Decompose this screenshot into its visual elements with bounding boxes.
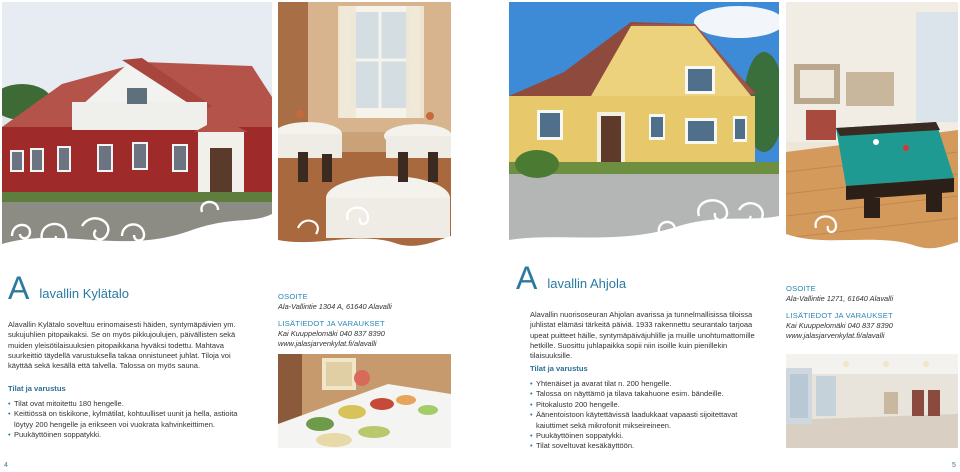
decorative-swirl-right: [509, 186, 779, 256]
list-item: • Puukäyttöinen soppatykki.: [8, 430, 252, 440]
website-link[interactable]: www.jalasjarvenkylat.fi/alavalli: [786, 331, 885, 340]
left-features-heading: Tilat ja varustus: [8, 384, 66, 393]
address-label: OSOITE: [786, 284, 816, 293]
website-link[interactable]: www.jalasjarvenkylat.fi/alavalli: [278, 339, 377, 348]
list-item: • Yhtenäiset ja avarat tilat n. 200 hengelle.: [530, 379, 760, 389]
left-info-block: [278, 292, 448, 349]
list-item: • Tilat soveltuvat kesäkäyttöön.: [530, 441, 760, 451]
left-page-title: [8, 272, 129, 304]
list-item: • Äänentoistoon käytettävissä laadukkaat vapaasti sijoitettavat kaiuttimet sekä mikrofonit mikseireineen.: [530, 410, 760, 431]
address-value: Ala-Vallintie 1271, 61640 Alavalli: [786, 294, 894, 303]
list-item: • Keittiössä on tiskikone, kylmätilat, kohtuulliset uunit ja hella, astioita löytyy 200 hengelle ja erikseen voi vuokrata kahvinkeittimen.: [8, 409, 252, 430]
right-features-heading: Tilat ja varustus: [530, 364, 588, 373]
list-item: • Pitokalusto 200 hengelle.: [530, 400, 760, 410]
contact-value: Kai Kuuppelomäki 040 837 8390: [278, 329, 385, 338]
list-item: • Puukäyttöinen soppatykki.: [530, 431, 760, 441]
decorative-swirl-far-right: [786, 204, 958, 258]
address-label: OSOITE: [278, 292, 308, 301]
more-info-label: LISÄTIEDOT JA VARAUKSET: [786, 311, 893, 320]
page-number-left: 4: [4, 462, 8, 469]
right-intro-text: Alavallin nuorisoseuran Ahjolan avarissa ja tunnelmallisissa tiloissa juhlistat elämäsi tärkeitä päiviä. 1933 rakennettu seurantalo tarjoaa upeat puitteet häille, syntymäpäiväjuhlille ja muille unohtumattomille hetkille. Suosittu juhlapaikka sopii niin isoille kuin pienillekin tilaisuuksille.: [530, 310, 755, 361]
address-value: Ala-Vallintie 1304 A, 61640 Alavalli: [278, 302, 392, 311]
more-info-label: LISÄTIEDOT JA VARAUKSET: [278, 319, 385, 328]
list-item: • Talossa on näyttämö ja tilava takahuone esim. bändeille.: [530, 389, 760, 399]
decorative-swirl-middle: [278, 200, 451, 258]
right-features-list: [530, 379, 760, 452]
title-rest: lavallin Ahjola: [547, 276, 627, 291]
right-info-block: [786, 284, 958, 341]
contact-value: Kai Kuuppelomäki 040 837 8390: [786, 321, 893, 330]
decorative-swirl-left: [2, 196, 272, 258]
left-intro-text: Alavallin Kylätalo soveltuu erinomaisesti häiden, syntymäpäivien ym. sukujuhlien pitopaikaksi. Se on myös pikkujoulujen, päivällisten sekä muiden yleisötilaisuuksien pitopaikkana hyväksi todettu. Mahtava suurkeittiö täydellä varustuksella takaa onnistuneet juhlat. Tiloja voi käyttää sekä kesällä että talvella. Talossa on myös sauna.: [8, 320, 236, 371]
title-dropcap: A: [8, 270, 30, 306]
buffet-table-photo: [278, 354, 451, 448]
title-rest: lavallin Kylätalo: [39, 286, 129, 301]
list-item: • Tilat ovat mitoitettu 180 hengelle.: [8, 399, 252, 409]
hall-interior-photo: [786, 354, 958, 448]
right-page-title: [516, 262, 626, 294]
title-dropcap: A: [516, 260, 538, 296]
left-features-list: [8, 399, 252, 441]
page-number-right: 5: [952, 462, 956, 469]
